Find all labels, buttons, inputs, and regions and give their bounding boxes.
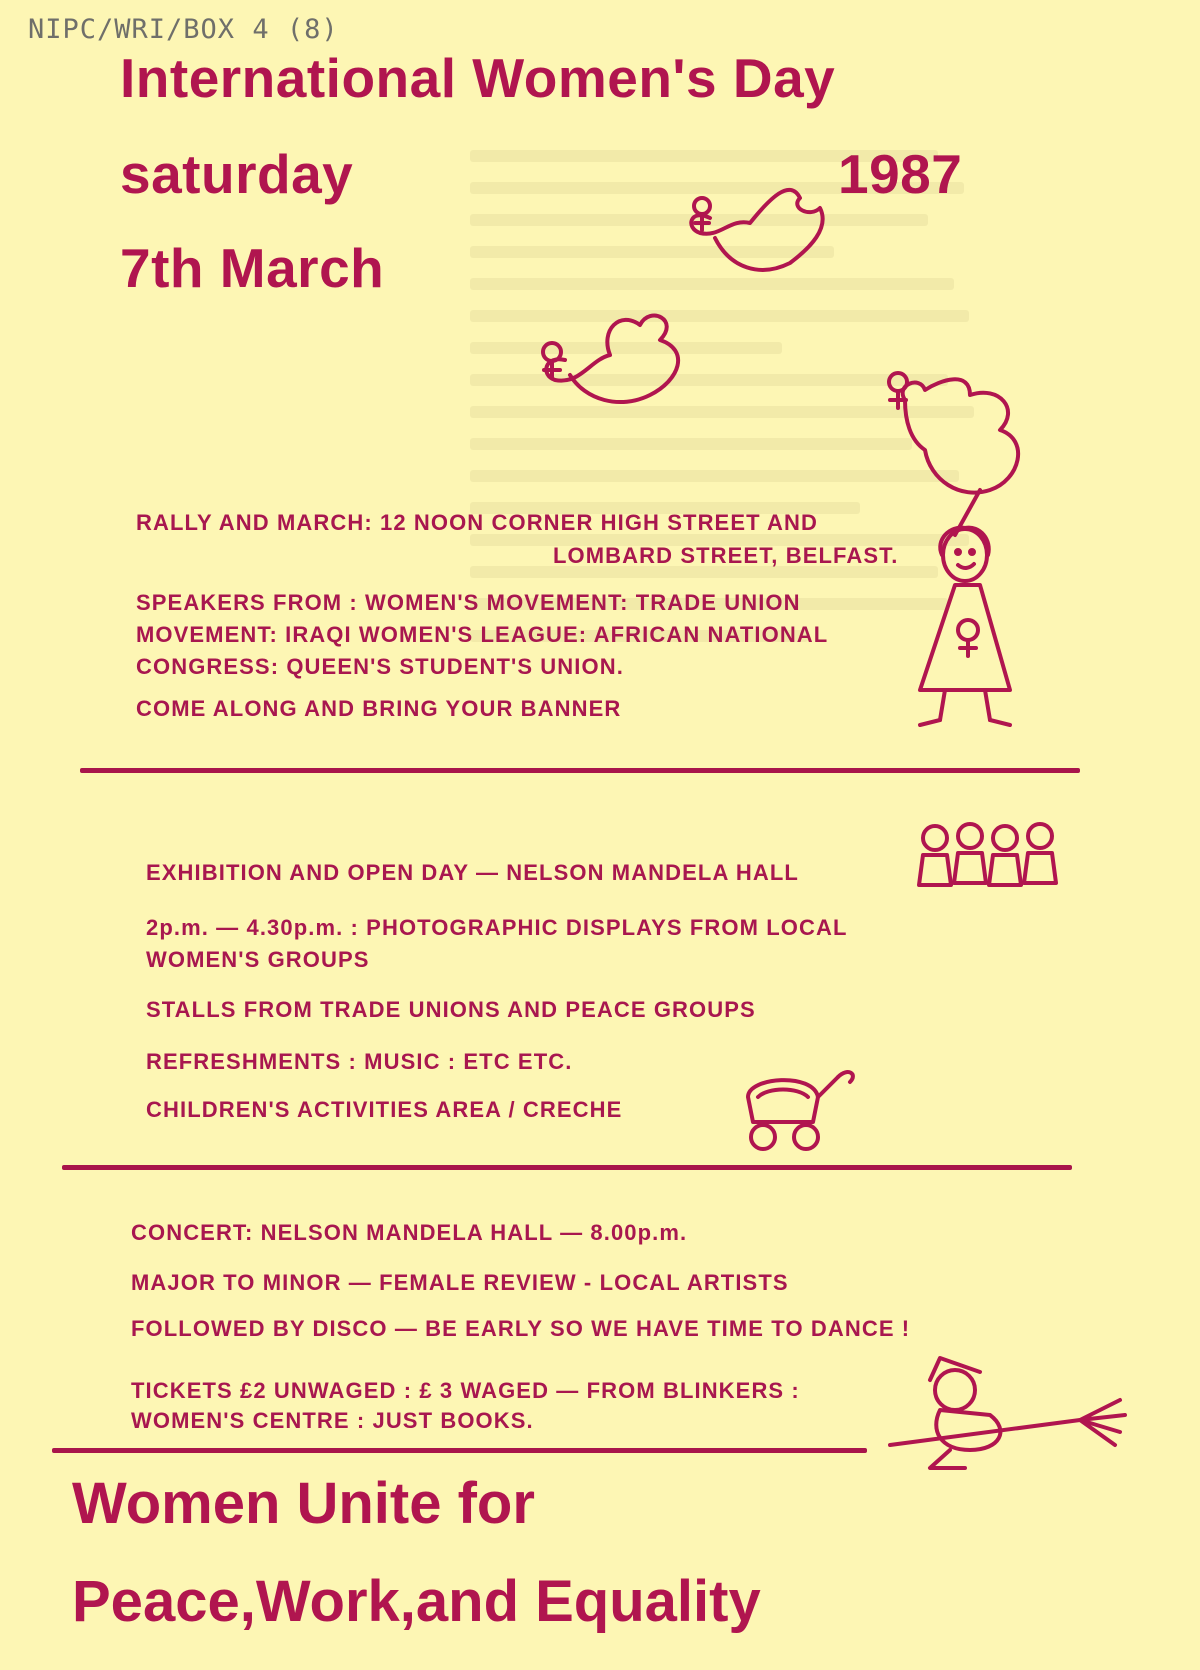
title-year: 1987 bbox=[838, 143, 963, 205]
concert-review: MAJOR TO MINOR — FEMALE REVIEW - LOCAL ARTISTS bbox=[131, 1270, 789, 1295]
witch-on-broom-icon bbox=[880, 1350, 1140, 1480]
dove-icon bbox=[680, 178, 840, 288]
speakers-line-1: SPEAKERS FROM : WOMEN'S MOVEMENT: TRADE UNION bbox=[136, 590, 801, 615]
divider-3 bbox=[52, 1448, 867, 1453]
group-of-women-icon bbox=[915, 820, 1075, 900]
stalls: STALLS FROM TRADE UNIONS AND PEACE GROUPS bbox=[146, 997, 756, 1022]
rally-line-2: LOMBARD STREET, BELFAST. bbox=[553, 543, 899, 568]
footer-line-2: Peace,Work,and Equality bbox=[72, 1569, 761, 1634]
speakers-line-2: MOVEMENT: IRAQI WOMEN'S LEAGUE: AFRICAN NATIONAL bbox=[136, 622, 829, 647]
title-line-1: International Women's Day bbox=[120, 47, 836, 109]
concert-title: CONCERT: NELSON MANDELA HALL — 8.00p.m. bbox=[131, 1220, 688, 1245]
divider-2 bbox=[62, 1165, 1072, 1170]
tickets-line-2: WOMEN'S CENTRE : JUST BOOKS. bbox=[131, 1408, 534, 1433]
refreshments: REFRESHMENTS : MUSIC : ETC ETC. bbox=[146, 1049, 573, 1074]
pram-icon bbox=[738, 1062, 868, 1157]
divider-1 bbox=[80, 768, 1080, 773]
tickets-line-1: TICKETS £2 UNWAGED : £ 3 WAGED — FROM BLINKERS : bbox=[131, 1378, 800, 1403]
concert-disco: FOLLOWED BY DISCO — BE EARLY SO WE HAVE TIME TO DANCE ! bbox=[131, 1316, 911, 1341]
footer-line-1: Women Unite for bbox=[72, 1471, 535, 1536]
dove-icon bbox=[530, 300, 700, 420]
bring-banner: COME ALONG AND BRING YOUR BANNER bbox=[136, 696, 622, 721]
archive-reference: NIPC/WRI/BOX 4 (8) bbox=[28, 14, 339, 45]
exhibition-title: EXHIBITION AND OPEN DAY — NELSON MANDELA HALL bbox=[146, 860, 799, 885]
children-area: CHILDREN'S ACTIVITIES AREA / CRECHE bbox=[146, 1097, 623, 1122]
title-line-2: saturday bbox=[120, 143, 354, 205]
woman-with-dove-icon bbox=[880, 360, 1040, 760]
speakers-line-3: CONGRESS: QUEEN'S STUDENT'S UNION. bbox=[136, 654, 624, 679]
title-line-3: 7th March bbox=[120, 237, 385, 299]
displays-line-2: WOMEN'S GROUPS bbox=[146, 947, 370, 972]
displays-line-1: 2p.m. — 4.30p.m. : PHOTOGRAPHIC DISPLAYS FROM LOCAL bbox=[146, 915, 848, 940]
rally-line-1: RALLY AND MARCH: 12 NOON CORNER HIGH STREET AND bbox=[136, 510, 818, 535]
